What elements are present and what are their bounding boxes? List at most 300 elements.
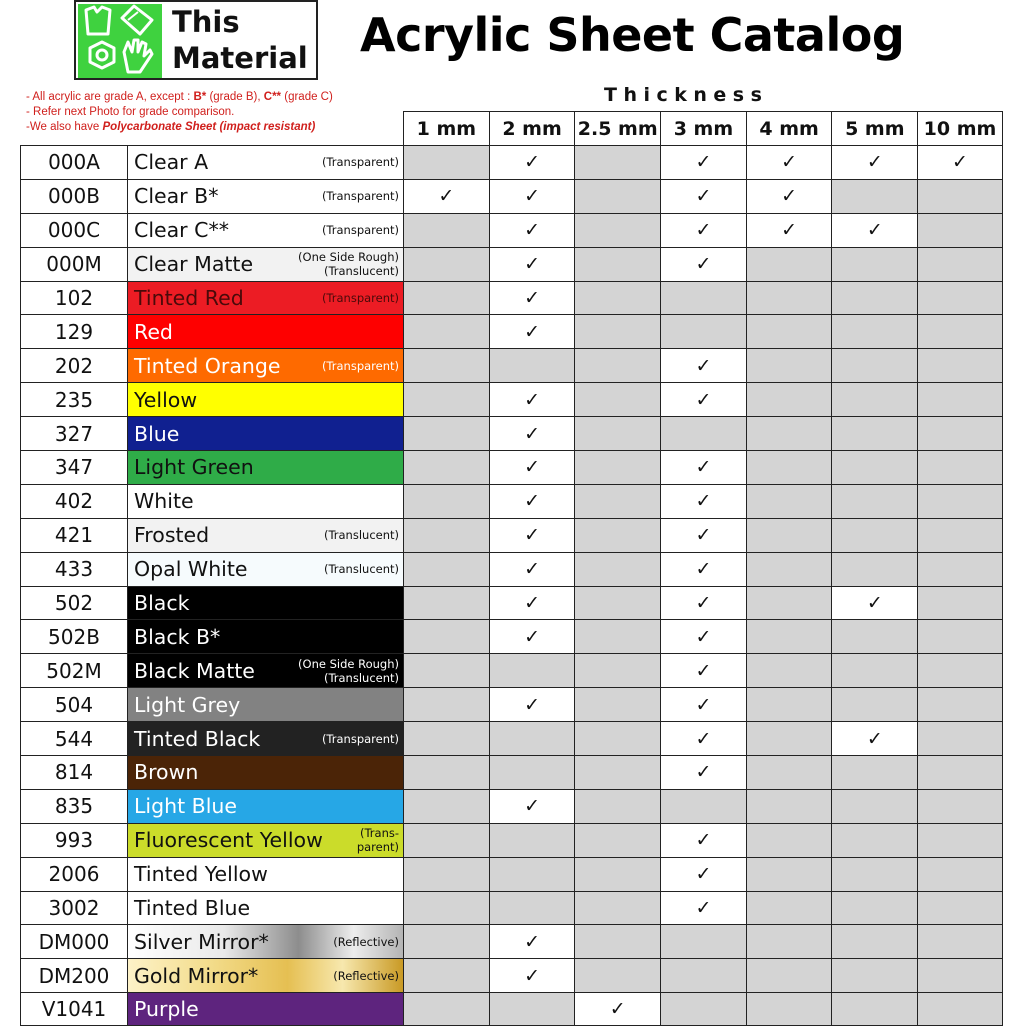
availability-check: ✓ bbox=[746, 180, 832, 213]
logo-text bbox=[172, 4, 308, 76]
thickness-header: 10 mm bbox=[917, 111, 1003, 145]
availability-empty bbox=[917, 959, 1003, 992]
color-code: DM000 bbox=[20, 925, 127, 958]
thickness-header-row bbox=[403, 111, 1003, 145]
availability-empty bbox=[660, 417, 746, 450]
availability-check: ✓ bbox=[660, 688, 746, 721]
color-code: 835 bbox=[20, 790, 127, 823]
color-note bbox=[333, 925, 399, 958]
availability-empty bbox=[489, 349, 575, 382]
availability-empty bbox=[574, 654, 660, 687]
color-swatch bbox=[127, 315, 403, 348]
materials-icon bbox=[78, 4, 162, 78]
availability-empty bbox=[574, 519, 660, 552]
availability-check: ✓ bbox=[746, 214, 832, 247]
availability-empty bbox=[831, 485, 917, 518]
table-row bbox=[20, 721, 1003, 755]
availability-check: ✓ bbox=[660, 824, 746, 857]
color-note-line: (Translucent) bbox=[323, 264, 399, 279]
color-swatch bbox=[127, 688, 403, 721]
availability-empty bbox=[831, 282, 917, 315]
color-swatch bbox=[127, 858, 403, 891]
note-grade-b: B* bbox=[193, 91, 207, 103]
availability-check: ✓ bbox=[489, 180, 575, 213]
availability-empty bbox=[831, 383, 917, 416]
color-name: Clear C** bbox=[134, 218, 229, 243]
color-note-line: (Transparent) bbox=[321, 291, 399, 305]
color-swatch bbox=[127, 959, 403, 992]
color-code: 502 bbox=[20, 587, 127, 620]
availability-empty bbox=[917, 180, 1003, 213]
color-code: 814 bbox=[20, 756, 127, 789]
availability-empty bbox=[574, 587, 660, 620]
note-grade-c: C** bbox=[263, 91, 282, 103]
color-code: 402 bbox=[20, 485, 127, 518]
color-note-line: (Reflective) bbox=[333, 934, 399, 949]
color-swatch bbox=[127, 925, 403, 958]
availability-empty bbox=[746, 451, 832, 484]
color-swatch bbox=[127, 756, 403, 789]
logo-mark bbox=[78, 4, 162, 78]
brand-logo bbox=[74, 0, 318, 80]
table-row bbox=[20, 823, 1003, 857]
availability-empty bbox=[917, 993, 1003, 1025]
color-swatch bbox=[127, 180, 403, 213]
availability-check: ✓ bbox=[660, 654, 746, 687]
availability-empty bbox=[917, 282, 1003, 315]
availability-empty bbox=[403, 993, 489, 1025]
color-swatch bbox=[127, 553, 403, 586]
availability-check: ✓ bbox=[489, 282, 575, 315]
table-row bbox=[20, 382, 1003, 416]
availability-empty bbox=[831, 519, 917, 552]
availability-empty bbox=[489, 858, 575, 891]
availability-check: ✓ bbox=[660, 620, 746, 653]
color-note bbox=[322, 214, 399, 247]
color-code: 129 bbox=[20, 315, 127, 348]
color-swatch bbox=[127, 485, 403, 518]
table-row bbox=[20, 484, 1003, 518]
availability-empty bbox=[574, 959, 660, 992]
thickness-header: 5 mm bbox=[831, 111, 917, 145]
table-row bbox=[20, 958, 1003, 992]
availability-empty bbox=[403, 248, 489, 281]
color-name: Light Green bbox=[134, 455, 254, 480]
color-note bbox=[322, 282, 399, 315]
availability-empty bbox=[917, 417, 1003, 450]
color-note-line: (Transparent) bbox=[321, 358, 399, 373]
availability-empty bbox=[917, 485, 1003, 518]
color-name: Frosted bbox=[134, 523, 210, 548]
availability-empty bbox=[746, 993, 832, 1025]
availability-empty bbox=[917, 722, 1003, 755]
color-name: Light Blue bbox=[134, 794, 238, 819]
color-name: Yellow bbox=[134, 387, 198, 412]
table-row bbox=[20, 891, 1003, 925]
availability-empty bbox=[574, 282, 660, 315]
availability-empty bbox=[917, 587, 1003, 620]
availability-empty bbox=[574, 553, 660, 586]
color-note-line: (Translucent) bbox=[323, 670, 399, 685]
availability-empty bbox=[574, 248, 660, 281]
availability-empty bbox=[403, 587, 489, 620]
availability-check: ✓ bbox=[403, 180, 489, 213]
availability-check: ✓ bbox=[917, 146, 1003, 179]
availability-empty bbox=[403, 824, 489, 857]
table-row bbox=[20, 992, 1003, 1026]
availability-empty bbox=[660, 993, 746, 1025]
availability-empty bbox=[574, 756, 660, 789]
availability-empty bbox=[917, 553, 1003, 586]
availability-empty bbox=[746, 959, 832, 992]
availability-empty bbox=[403, 959, 489, 992]
color-code: 327 bbox=[20, 417, 127, 450]
color-swatch bbox=[127, 519, 403, 552]
color-code: 504 bbox=[20, 688, 127, 721]
availability-empty bbox=[574, 146, 660, 179]
table-row bbox=[20, 687, 1003, 721]
color-code: 102 bbox=[20, 282, 127, 315]
availability-check: ✓ bbox=[574, 993, 660, 1025]
color-code: 202 bbox=[20, 349, 127, 382]
availability-empty bbox=[917, 688, 1003, 721]
color-code: 3002 bbox=[20, 892, 127, 925]
table-row bbox=[20, 619, 1003, 653]
availability-empty bbox=[917, 315, 1003, 348]
availability-empty bbox=[403, 892, 489, 925]
logo-line-1: This bbox=[172, 5, 240, 39]
availability-empty bbox=[574, 620, 660, 653]
color-swatch bbox=[127, 892, 403, 925]
availability-empty bbox=[746, 824, 832, 857]
color-swatch bbox=[127, 993, 403, 1025]
availability-empty bbox=[746, 620, 832, 653]
color-note-line: (Transparent) bbox=[321, 731, 399, 746]
availability-empty bbox=[746, 892, 832, 925]
availability-check: ✓ bbox=[660, 146, 746, 179]
availability-check: ✓ bbox=[660, 587, 746, 620]
color-note-line: (Transparent) bbox=[321, 189, 399, 204]
availability-check: ✓ bbox=[660, 383, 746, 416]
color-code: 433 bbox=[20, 553, 127, 586]
table-row bbox=[20, 586, 1003, 620]
availability-check: ✓ bbox=[660, 756, 746, 789]
availability-empty bbox=[574, 315, 660, 348]
availability-empty bbox=[746, 315, 832, 348]
thickness-header: 2.5 mm bbox=[574, 111, 660, 145]
availability-check: ✓ bbox=[489, 925, 575, 958]
color-name: Black B* bbox=[134, 624, 221, 649]
availability-check: ✓ bbox=[489, 959, 575, 992]
availability-empty bbox=[831, 248, 917, 281]
availability-empty bbox=[746, 790, 832, 823]
color-name: Fluorescent Yellow bbox=[134, 828, 323, 853]
color-note-line: (Translucent) bbox=[323, 528, 399, 543]
note-polycarbonate bbox=[26, 120, 406, 135]
table-row bbox=[20, 145, 1003, 179]
availability-empty bbox=[489, 756, 575, 789]
table-row bbox=[20, 755, 1003, 789]
availability-empty bbox=[746, 858, 832, 891]
availability-empty bbox=[574, 925, 660, 958]
thickness-header: 4 mm bbox=[746, 111, 832, 145]
availability-empty bbox=[917, 214, 1003, 247]
availability-empty bbox=[746, 519, 832, 552]
color-swatch bbox=[127, 722, 403, 755]
availability-empty bbox=[831, 858, 917, 891]
color-name: Purple bbox=[134, 997, 199, 1022]
availability-empty bbox=[917, 248, 1003, 281]
color-code: 993 bbox=[20, 824, 127, 857]
color-name: Tinted Yellow bbox=[134, 862, 268, 887]
availability-empty bbox=[403, 519, 489, 552]
availability-check: ✓ bbox=[489, 790, 575, 823]
color-name: Clear B* bbox=[134, 184, 219, 209]
availability-check: ✓ bbox=[489, 383, 575, 416]
color-note bbox=[298, 654, 399, 687]
page-title: Acrylic Sheet Catalog bbox=[360, 8, 905, 62]
color-swatch bbox=[127, 417, 403, 450]
color-code: 235 bbox=[20, 383, 127, 416]
color-swatch bbox=[127, 451, 403, 484]
color-swatch bbox=[127, 248, 403, 281]
availability-check: ✓ bbox=[660, 858, 746, 891]
availability-check: ✓ bbox=[489, 451, 575, 484]
table-row bbox=[20, 281, 1003, 315]
availability-empty bbox=[746, 925, 832, 958]
color-note bbox=[333, 959, 399, 992]
availability-empty bbox=[746, 587, 832, 620]
color-note-line: (Transparent) bbox=[321, 155, 399, 170]
color-note bbox=[298, 248, 399, 281]
availability-empty bbox=[917, 824, 1003, 857]
availability-empty bbox=[917, 620, 1003, 653]
table-row bbox=[20, 552, 1003, 586]
availability-check: ✓ bbox=[660, 451, 746, 484]
availability-empty bbox=[831, 892, 917, 925]
color-name: Tinted Red bbox=[134, 286, 244, 310]
availability-empty bbox=[403, 925, 489, 958]
availability-check: ✓ bbox=[660, 485, 746, 518]
availability-empty bbox=[489, 993, 575, 1025]
color-note-line: (Trans- bbox=[359, 826, 399, 841]
availability-empty bbox=[831, 315, 917, 348]
color-name: White bbox=[134, 489, 194, 514]
availability-empty bbox=[574, 349, 660, 382]
availability-empty bbox=[917, 892, 1003, 925]
color-code: 2006 bbox=[20, 858, 127, 891]
color-code: 502B bbox=[20, 620, 127, 653]
availability-empty bbox=[917, 519, 1003, 552]
availability-empty bbox=[917, 451, 1003, 484]
availability-check: ✓ bbox=[489, 688, 575, 721]
availability-check: ✓ bbox=[831, 214, 917, 247]
color-code: 000M bbox=[20, 248, 127, 281]
color-swatch bbox=[127, 383, 403, 416]
availability-check: ✓ bbox=[489, 553, 575, 586]
table-row bbox=[20, 518, 1003, 552]
note-text: (grade B), bbox=[206, 91, 264, 103]
availability-empty bbox=[403, 485, 489, 518]
color-name: Silver Mirror* bbox=[134, 929, 269, 954]
table-row bbox=[20, 450, 1003, 484]
availability-empty bbox=[574, 688, 660, 721]
availability-empty bbox=[403, 417, 489, 450]
color-note bbox=[322, 146, 399, 179]
availability-empty bbox=[403, 282, 489, 315]
availability-empty bbox=[746, 756, 832, 789]
color-name: Black bbox=[134, 591, 190, 616]
table-row bbox=[20, 789, 1003, 823]
color-name: Tinted Blue bbox=[134, 896, 251, 921]
color-note-line: parent) bbox=[356, 840, 399, 855]
color-note bbox=[322, 722, 399, 755]
availability-empty bbox=[489, 824, 575, 857]
availability-empty bbox=[403, 315, 489, 348]
availability-empty bbox=[403, 756, 489, 789]
note-text: -We also have bbox=[26, 121, 103, 133]
table-row bbox=[20, 857, 1003, 891]
availability-empty bbox=[831, 451, 917, 484]
availability-empty bbox=[574, 417, 660, 450]
color-note-line: (One Side Rough) bbox=[298, 250, 399, 265]
color-code: 421 bbox=[20, 519, 127, 552]
availability-empty bbox=[660, 315, 746, 348]
color-swatch bbox=[127, 654, 403, 687]
color-note-line: (Translucent) bbox=[323, 562, 399, 577]
availability-check: ✓ bbox=[660, 722, 746, 755]
color-swatch bbox=[127, 214, 403, 247]
availability-empty bbox=[489, 722, 575, 755]
color-note bbox=[357, 824, 399, 857]
availability-empty bbox=[403, 383, 489, 416]
availability-empty bbox=[403, 146, 489, 179]
availability-check: ✓ bbox=[489, 620, 575, 653]
color-note bbox=[324, 553, 399, 586]
availability-empty bbox=[917, 349, 1003, 382]
availability-check: ✓ bbox=[489, 587, 575, 620]
availability-empty bbox=[831, 790, 917, 823]
availability-empty bbox=[403, 553, 489, 586]
color-name: Light Grey bbox=[134, 692, 241, 717]
availability-check: ✓ bbox=[831, 146, 917, 179]
thickness-header: 1 mm bbox=[403, 111, 489, 145]
availability-empty bbox=[917, 790, 1003, 823]
availability-empty bbox=[746, 485, 832, 518]
availability-empty bbox=[660, 925, 746, 958]
color-swatch bbox=[127, 146, 403, 179]
availability-check: ✓ bbox=[489, 485, 575, 518]
availability-empty bbox=[746, 383, 832, 416]
availability-empty bbox=[574, 180, 660, 213]
color-note bbox=[322, 349, 399, 382]
table-row bbox=[20, 314, 1003, 348]
availability-check: ✓ bbox=[746, 146, 832, 179]
color-note-line: (One Side Rough) bbox=[298, 656, 399, 671]
color-swatch bbox=[127, 790, 403, 823]
availability-check: ✓ bbox=[489, 417, 575, 450]
table-row bbox=[20, 416, 1003, 450]
availability-empty bbox=[574, 383, 660, 416]
availability-empty bbox=[574, 722, 660, 755]
availability-check: ✓ bbox=[660, 180, 746, 213]
note-text: (grade C) bbox=[281, 91, 333, 103]
note-polycarbonate-emphasis: Polycarbonate Sheet (impact resistant) bbox=[102, 121, 316, 133]
availability-check: ✓ bbox=[660, 519, 746, 552]
availability-empty bbox=[831, 824, 917, 857]
table-row bbox=[20, 924, 1003, 958]
color-name: Blue bbox=[134, 421, 180, 446]
availability-empty bbox=[746, 654, 832, 687]
availability-empty bbox=[746, 248, 832, 281]
availability-empty bbox=[917, 654, 1003, 687]
color-name: Clear Matte bbox=[134, 252, 254, 277]
availability-empty bbox=[403, 349, 489, 382]
availability-empty bbox=[831, 180, 917, 213]
availability-empty bbox=[831, 925, 917, 958]
availability-empty bbox=[574, 892, 660, 925]
availability-empty bbox=[574, 214, 660, 247]
availability-empty bbox=[746, 282, 832, 315]
color-code: 544 bbox=[20, 722, 127, 755]
availability-empty bbox=[917, 925, 1003, 958]
note-grades bbox=[26, 90, 406, 105]
availability-empty bbox=[831, 756, 917, 789]
color-name: Brown bbox=[134, 760, 199, 785]
availability-empty bbox=[403, 214, 489, 247]
note-refer: - Refer next Photo for grade comparison. bbox=[26, 106, 235, 118]
color-code: 502M bbox=[20, 654, 127, 687]
availability-check: ✓ bbox=[489, 519, 575, 552]
availability-empty bbox=[917, 858, 1003, 891]
availability-empty bbox=[831, 349, 917, 382]
availability-empty bbox=[831, 959, 917, 992]
availability-empty bbox=[403, 688, 489, 721]
table-row bbox=[20, 247, 1003, 281]
color-name: Tinted Orange bbox=[134, 353, 281, 378]
availability-empty bbox=[403, 790, 489, 823]
availability-empty bbox=[746, 349, 832, 382]
availability-empty bbox=[403, 451, 489, 484]
color-code: 000C bbox=[20, 214, 127, 247]
color-code: V1041 bbox=[20, 993, 127, 1025]
color-code: 347 bbox=[20, 451, 127, 484]
availability-check: ✓ bbox=[489, 214, 575, 247]
availability-empty bbox=[489, 892, 575, 925]
color-note-line: (Reflective) bbox=[333, 968, 399, 983]
color-swatch bbox=[127, 824, 403, 857]
availability-empty bbox=[831, 417, 917, 450]
table-row bbox=[20, 213, 1003, 247]
availability-check: ✓ bbox=[660, 349, 746, 382]
availability-empty bbox=[831, 553, 917, 586]
availability-empty bbox=[660, 959, 746, 992]
availability-empty bbox=[831, 688, 917, 721]
color-note bbox=[324, 519, 399, 552]
availability-check: ✓ bbox=[660, 214, 746, 247]
availability-empty bbox=[746, 688, 832, 721]
availability-check: ✓ bbox=[489, 315, 575, 348]
availability-empty bbox=[574, 858, 660, 891]
table-row bbox=[20, 179, 1003, 213]
color-swatch bbox=[127, 587, 403, 620]
color-name: Clear A bbox=[134, 150, 209, 175]
availability-check: ✓ bbox=[660, 892, 746, 925]
color-code: 000A bbox=[20, 146, 127, 179]
thickness-header: 2 mm bbox=[489, 111, 575, 145]
notes bbox=[26, 90, 406, 135]
availability-empty bbox=[746, 722, 832, 755]
